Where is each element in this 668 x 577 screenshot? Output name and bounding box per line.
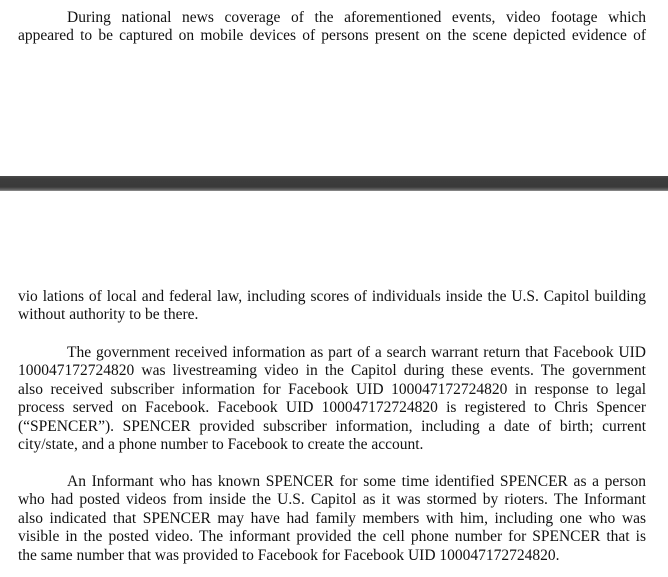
page-top — [0, 0, 668, 176]
text-line: appeared to be captured on mobile devices of persons present on the scene depicted evidence of — [18, 27, 646, 45]
text-line: without authority to be there. — [18, 306, 199, 324]
paragraph-search-warrant — [18, 344, 646, 454]
text-line: vio lations of local and federal law, including scores of individuals inside the U.S. Capitol building — [18, 288, 646, 305]
text-line: city/state, and a phone number to Facebook to create the account. — [18, 436, 424, 454]
text-line: also indicated that SPENCER may have had family members with him, including one who was — [18, 509, 646, 527]
text-line: also received subscriber information for Facebook UID 100047172724820 in response to legal — [18, 380, 646, 398]
paragraph-news-coverage — [18, 9, 646, 46]
page-bottom — [0, 191, 668, 577]
text-line: (“SPENCER”). SPENCER provided subscriber information, including a date of birth; current — [18, 417, 646, 435]
page-break-divider — [0, 176, 668, 191]
text-line: process served on Facebook. Facebook UID 100047172724820 is registered to Chris Spencer — [18, 399, 646, 417]
text-line: The government received information as part of a search warrant return that Facebook UID — [67, 344, 646, 361]
text-line: 100047172724820 was livestreaming video in the Capitol during these events. The government — [18, 362, 646, 380]
paragraph-informant — [18, 473, 646, 565]
text-line: the same number that was provided to Facebook for Facebook UID 100047172724820. — [18, 546, 560, 564]
text-line: who had posted videos from inside the U.S. Capitol as it was stormed by rioters. The Informant — [18, 491, 646, 509]
text-line: An Informant who has known SPENCER for some time identified SPENCER as a person — [67, 473, 646, 490]
text-line: visible in the posted video. The informant provided the cell phone number for SPENCER that is — [18, 528, 646, 546]
paragraph-continuation — [18, 288, 646, 325]
text-line: During national news coverage of the aforementioned events, video footage which — [67, 9, 646, 26]
